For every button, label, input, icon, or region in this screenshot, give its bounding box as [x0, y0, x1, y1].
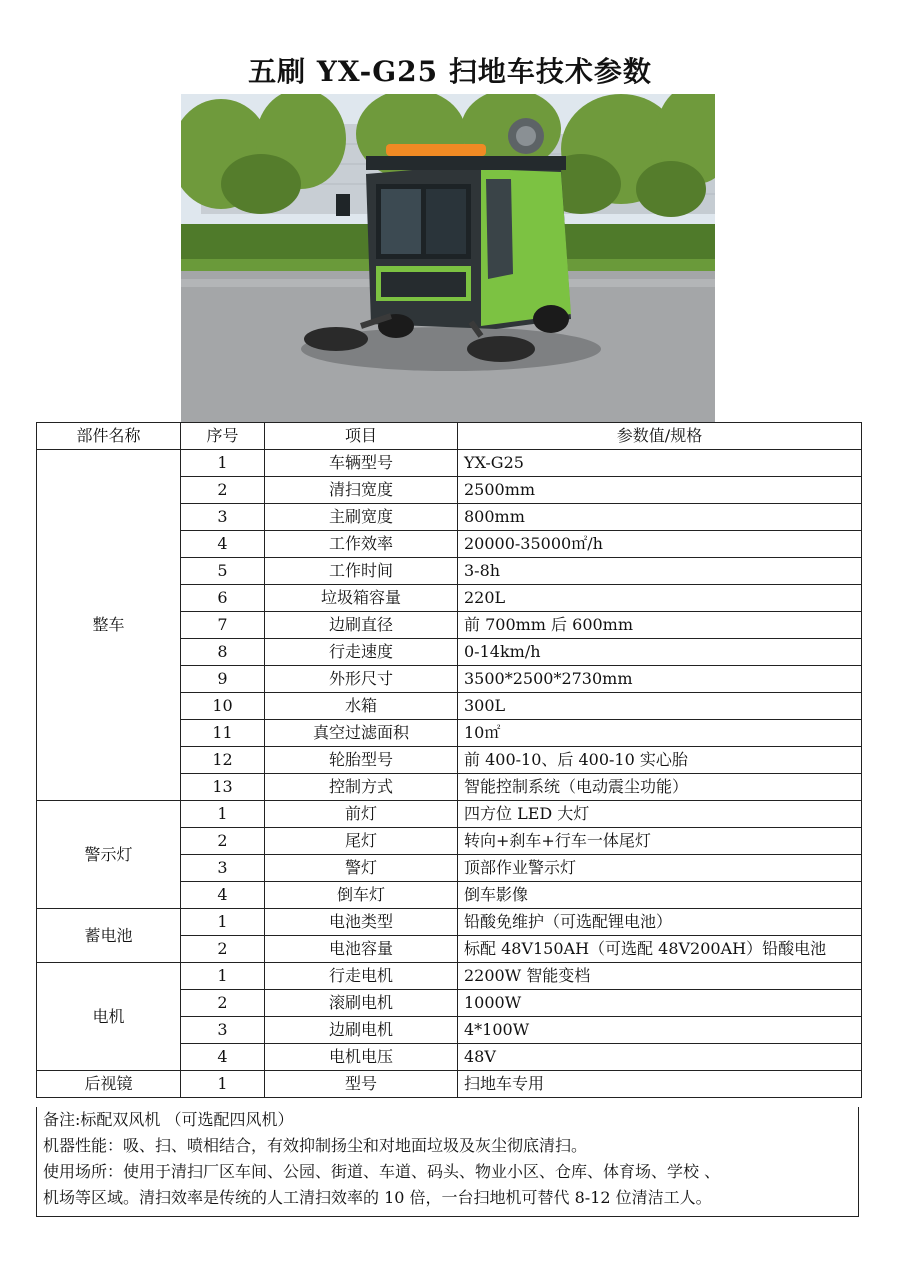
row-number-cell: 11: [181, 720, 265, 747]
item-cell: 电池类型: [265, 909, 458, 936]
item-cell: 警灯: [265, 855, 458, 882]
row-number-cell: 2: [181, 936, 265, 963]
value-cell: 标配 48V150AH（可选配 48V200AH）铅酸电池: [458, 936, 862, 963]
value-cell: 1000W: [458, 990, 862, 1017]
item-cell: 电机电压: [265, 1044, 458, 1071]
item-cell: 电池容量: [265, 936, 458, 963]
header-part: 部件名称: [37, 423, 181, 450]
row-number-cell: 8: [181, 639, 265, 666]
value-cell: 3-8h: [458, 558, 862, 585]
row-number-cell: 4: [181, 1044, 265, 1071]
table-row: [37, 909, 862, 936]
row-number-cell: 3: [181, 504, 265, 531]
row-number-cell: 2: [181, 828, 265, 855]
value-cell: 48V: [458, 1044, 862, 1071]
header-no: 序号: [181, 423, 265, 450]
row-number-cell: 9: [181, 666, 265, 693]
row-number-cell: 2: [181, 477, 265, 504]
row-number-cell: 3: [181, 855, 265, 882]
value-cell: 800mm: [458, 504, 862, 531]
table-row: [37, 801, 862, 828]
row-number-cell: 1: [181, 909, 265, 936]
item-cell: 滚刷电机: [265, 990, 458, 1017]
value-cell: 顶部作业警示灯: [458, 855, 862, 882]
value-cell: 300L: [458, 693, 862, 720]
value-cell: 转向+刹车+行车一体尾灯: [458, 828, 862, 855]
part-name-cell: 电机: [37, 963, 181, 1071]
row-number-cell: 1: [181, 963, 265, 990]
row-number-cell: 4: [181, 882, 265, 909]
notes-box: [36, 1107, 859, 1217]
header-item: 项目: [265, 423, 458, 450]
table-row: [37, 450, 862, 477]
row-number-cell: 1: [181, 801, 265, 828]
value-cell: 四方位 LED 大灯: [458, 801, 862, 828]
row-number-cell: 5: [181, 558, 265, 585]
table-row: [37, 963, 862, 990]
value-cell: 2500mm: [458, 477, 862, 504]
part-name-cell: 蓄电池: [37, 909, 181, 963]
table-header-row: [37, 423, 862, 450]
item-cell: 真空过滤面积: [265, 720, 458, 747]
item-cell: 行走速度: [265, 639, 458, 666]
item-cell: 水箱: [265, 693, 458, 720]
value-cell: 4*100W: [458, 1017, 862, 1044]
row-number-cell: 10: [181, 693, 265, 720]
note-line: 机场等区域。清扫效率是传统的人工清扫效率的 10 倍，一台扫地机可替代 8-12 位清洁工人。: [43, 1188, 712, 1207]
row-number-cell: 4: [181, 531, 265, 558]
value-cell: 0-14km/h: [458, 639, 862, 666]
product-photo: [181, 94, 715, 422]
value-cell: 智能控制系统（电动震尘功能）: [458, 774, 862, 801]
page-title: 五刷 YX-G25 扫地车技术参数: [248, 55, 652, 88]
row-number-cell: 6: [181, 585, 265, 612]
row-number-cell: 1: [181, 1071, 265, 1098]
item-cell: 主刷宽度: [265, 504, 458, 531]
item-cell: 边刷电机: [265, 1017, 458, 1044]
value-cell: 220L: [458, 585, 862, 612]
part-name-cell: 后视镜: [37, 1071, 181, 1098]
value-cell: 20000-35000㎡/h: [458, 531, 862, 558]
row-number-cell: 12: [181, 747, 265, 774]
row-number-cell: 3: [181, 1017, 265, 1044]
item-cell: 前灯: [265, 801, 458, 828]
row-number-cell: 7: [181, 612, 265, 639]
note-line: 机器性能：吸、扫、喷相结合，有效抑制扬尘和对地面垃圾及灰尘彻底清扫。: [43, 1136, 588, 1155]
spec-table: [36, 422, 862, 1098]
item-cell: 轮胎型号: [265, 747, 458, 774]
note-line: 使用场所：使用于清扫厂区车间、公园、街道、车道、码头、物业小区、仓库、体育场、学校 、: [43, 1162, 721, 1181]
part-name-cell: 警示灯: [37, 801, 181, 909]
item-cell: 外形尺寸: [265, 666, 458, 693]
value-cell: 3500*2500*2730mm: [458, 666, 862, 693]
value-cell: 扫地车专用: [458, 1071, 862, 1098]
row-number-cell: 1: [181, 450, 265, 477]
item-cell: 车辆型号: [265, 450, 458, 477]
item-cell: 控制方式: [265, 774, 458, 801]
value-cell: 铅酸免维护（可选配锂电池）: [458, 909, 862, 936]
item-cell: 边刷直径: [265, 612, 458, 639]
value-cell: YX-G25: [458, 450, 862, 477]
item-cell: 工作效率: [265, 531, 458, 558]
table-row: [37, 1071, 862, 1098]
item-cell: 垃圾箱容量: [265, 585, 458, 612]
item-cell: 型号: [265, 1071, 458, 1098]
item-cell: 倒车灯: [265, 882, 458, 909]
row-number-cell: 2: [181, 990, 265, 1017]
row-number-cell: 13: [181, 774, 265, 801]
item-cell: 清扫宽度: [265, 477, 458, 504]
item-cell: 工作时间: [265, 558, 458, 585]
item-cell: 行走电机: [265, 963, 458, 990]
note-line: 备注:标配双风机 （可选配四风机）: [43, 1110, 294, 1129]
value-cell: 前 700mm 后 600mm: [458, 612, 862, 639]
value-cell: 前 400-10、后 400-10 实心胎: [458, 747, 862, 774]
header-value: 参数值/规格: [458, 423, 862, 450]
value-cell: 10㎡: [458, 720, 862, 747]
part-name-cell: 整车: [37, 450, 181, 801]
value-cell: 2200W 智能变档: [458, 963, 862, 990]
item-cell: 尾灯: [265, 828, 458, 855]
value-cell: 倒车影像: [458, 882, 862, 909]
